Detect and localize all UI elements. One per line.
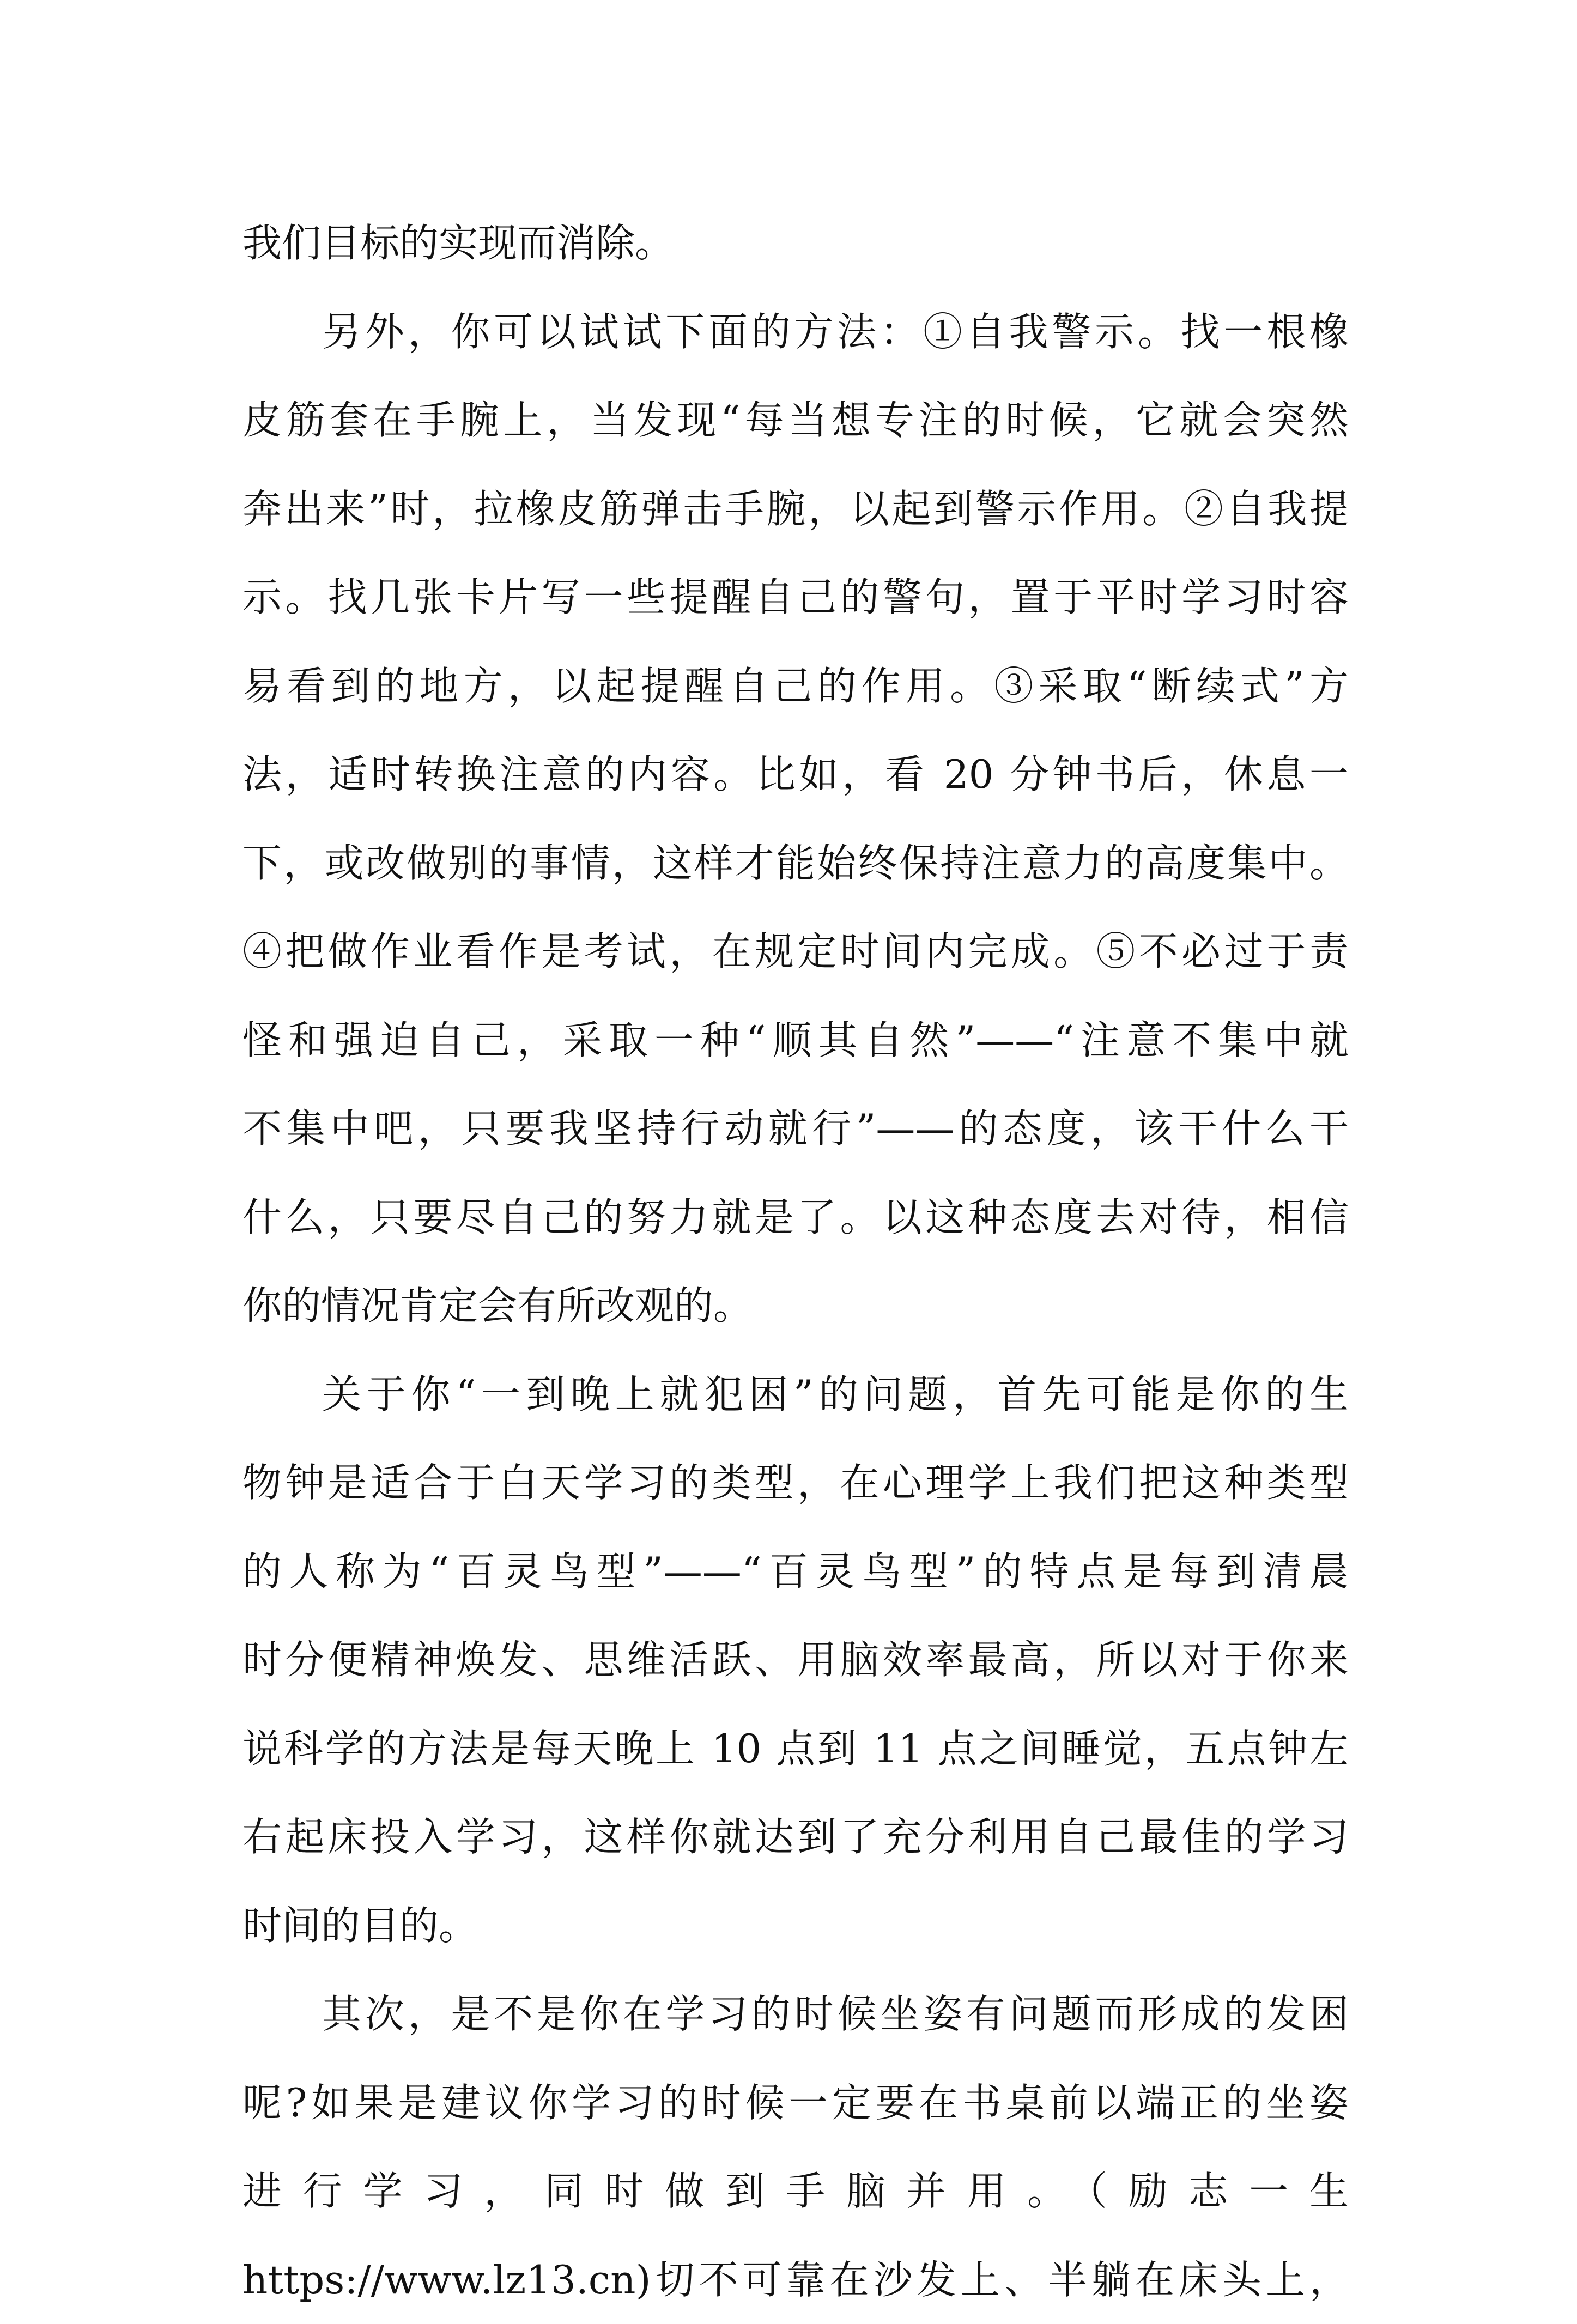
paragraph-line: 怪和强迫自己，采取一种“顺其自然”——“注意不集中就 — [242, 996, 1349, 1085]
paragraph-line: 时间的目的。 — [242, 1882, 1349, 1970]
paragraph-line: 时分便精神焕发、思维活跃、用脑效率最高，所以对于你来 — [242, 1616, 1349, 1704]
paragraph-line: 的人称为“百灵鸟型”——“百灵鸟型”的特点是每到清晨 — [242, 1527, 1349, 1616]
paragraph-line: 下，或改做别的事情，这样才能始终保持注意力的高度集中。 — [242, 819, 1349, 908]
paragraph-line: 示。找几张卡片写一些提醒自己的警句，置于平时学习时容 — [242, 553, 1349, 642]
paragraph-line: 你的情况肯定会有所改观的。 — [242, 1261, 1349, 1350]
paragraph-line: 说科学的方法是每天晚上 10 点到 11 点之间睡觉，五点钟左 — [242, 1704, 1349, 1793]
paragraph-line: 法，适时转换注意的内容。比如，看 20 分钟书后，休息一 — [242, 730, 1349, 819]
paragraph-line: 关于你“一到晚上就犯困”的问题，首先可能是你的生 — [242, 1350, 1349, 1439]
paragraph-line: https://www.lz13.cn)切不可靠在沙发上、半躺在床头上， — [242, 2236, 1349, 2324]
paragraph-line: 我们目标的实现而消除。 — [242, 199, 1349, 288]
paragraph-line: ④把做作业看作是考试，在规定时间内完成。⑤不必过于责 — [242, 907, 1349, 996]
paragraph-line: 呢?如果是建议你学习的时候一定要在书桌前以端正的坐姿 — [242, 2059, 1349, 2147]
paragraph-line: 物钟是适合于白天学习的类型，在心理学上我们把这种类型 — [242, 1439, 1349, 1527]
paragraph-line: 什么，只要尽自己的努力就是了。以这种态度去对待，相信 — [242, 1173, 1349, 1262]
paragraph-line: 进行学习，同时做到手脑并用。（励志一生 — [242, 2147, 1349, 2236]
paragraph-line: 皮筋套在手腕上，当发现“每当想专注的时候，它就会突然 — [242, 376, 1349, 465]
paragraph-line: 易看到的地方，以起提醒自己的作用。③采取“断续式”方 — [242, 642, 1349, 731]
paragraph-line: 另外，你可以试试下面的方法：①自我警示。找一根橡 — [242, 288, 1349, 377]
paragraph-line: 奔出来”时，拉橡皮筋弹击手腕，以起到警示作用。②自我提 — [242, 465, 1349, 554]
body-text — [242, 199, 1349, 2324]
paragraph-line: 右起床投入学习，这样你就达到了充分利用自己最佳的学习 — [242, 1793, 1349, 1882]
paragraph-line: 其次，是不是你在学习的时候坐姿有问题而形成的发困 — [242, 1970, 1349, 2059]
paragraph-line: 不集中吧，只要我坚持行动就行”——的态度，该干什么干 — [242, 1084, 1349, 1173]
